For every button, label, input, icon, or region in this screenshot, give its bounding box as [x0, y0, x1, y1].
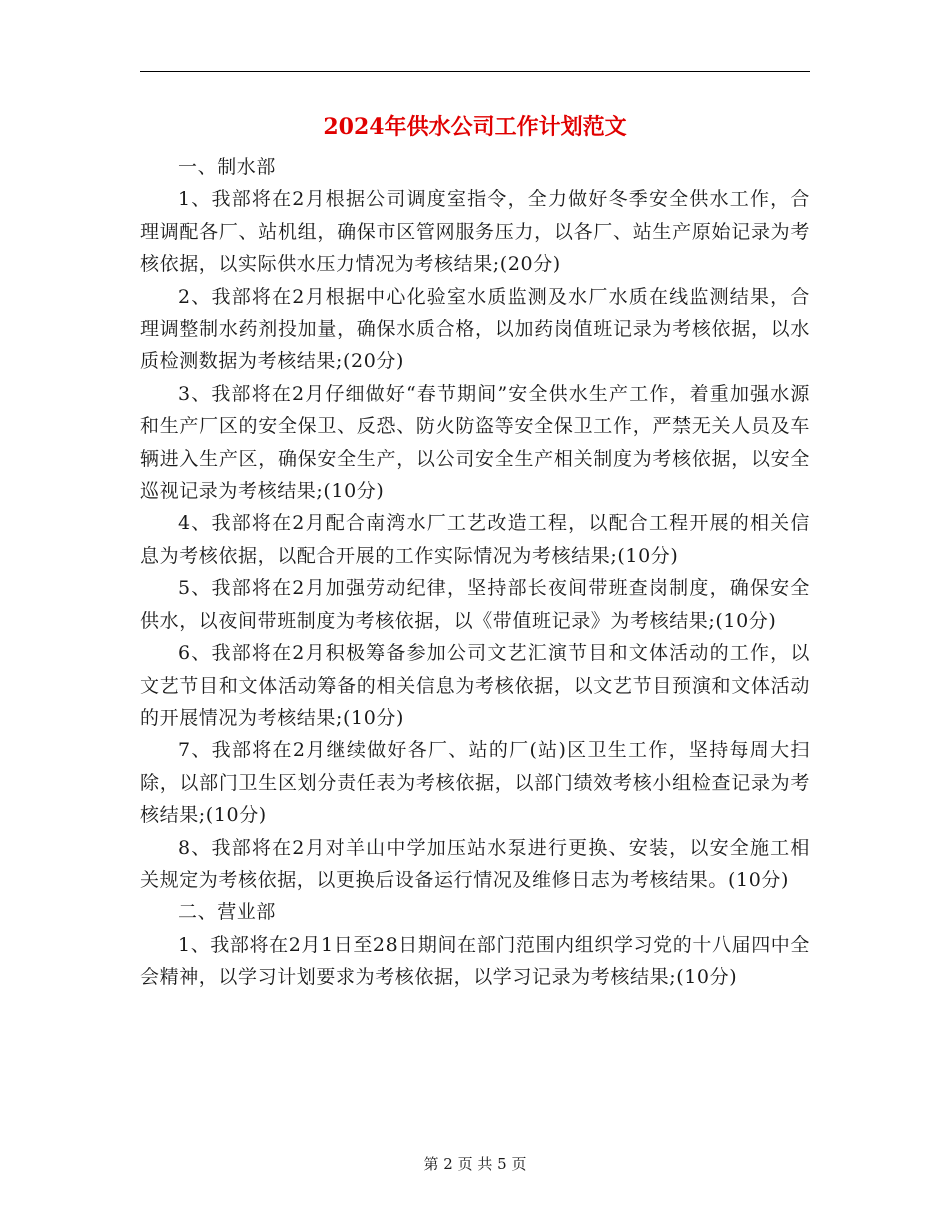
- section-heading-business: 二、营业部: [178, 901, 277, 924]
- plan-item: 6、我部将在2月积极筹备参加公司文艺汇演节目和文体活动的工作，以文艺节目和文体活动筹备的相关信息为考核依据，以文艺节目预演和文体活动的开展情况为考核结果;(10分): [140, 642, 810, 729]
- document-title: 2024年供水公司工作计划范文: [323, 114, 627, 140]
- plan-item: 1、我部将在2月1日至28日期间在部门范围内组织学习党的十八届四中全会精神，以学习计划要求为考核依据，以学习记录为考核结果;(10分): [140, 933, 810, 989]
- header-rule: [140, 71, 810, 72]
- plan-item: 5、我部将在2月加强劳动纪律，坚持部长夜间带班查岗制度，确保安全供水，以夜间带班制度为考核依据，以《带值班记录》为考核结果;(10分): [140, 577, 810, 632]
- page-footer: [0, 1153, 950, 1175]
- page-number: 第 2 页 共 5 页: [423, 1155, 527, 1173]
- plan-item: 1、我部将在2月根据公司调度室指令，全力做好冬季安全供水工作，合理调配各厂、站机组，确保市区管网服务压力，以各厂、站生产原始记录为考核依据，以实际供水压力情况为考核结果;(20分): [140, 188, 810, 276]
- section-heading-water-production: 一、制水部: [178, 156, 277, 178]
- plan-item: 4、我部将在2月配合南湾水厂工艺改造工程，以配合工程开展的相关信息为考核依据，以配合开展的工作实际情况为考核结果;(10分): [140, 512, 810, 567]
- plan-item: 3、我部将在2月仔细做好“春节期间”安全供水生产工作，着重加强水源和生产厂区的安全保卫、反恐、防火防盗等安全保卫工作，严禁无关人员及车辆进入生产区，确保安全生产，以公司安全生产相关制度为考核依据，以安全巡视记录为考核结果;(10分): [140, 382, 810, 503]
- plan-item: 8、我部将在2月对羊山中学加压站水泵进行更换、安装，以安全施工相关规定为考核依据，以更换后设备运行情况及维修日志为考核结果。(10分): [140, 836, 810, 891]
- plan-item: 2、我部将在2月根据中心化验室水质监测及水厂水质在线监测结果，合理调整制水药剂投加量，确保水质合格，以加药岗值班记录为考核依据，以水质检测数据为考核结果;(20分): [140, 285, 810, 373]
- document-body: [140, 151, 810, 994]
- plan-item: 7、我部将在2月继续做好各厂、站的厂(站)区卫生工作，坚持每周大扫除，以部门卫生区划分责任表为考核依据，以部门绩效考核小组检查记录为考核结果;(10分): [140, 739, 810, 827]
